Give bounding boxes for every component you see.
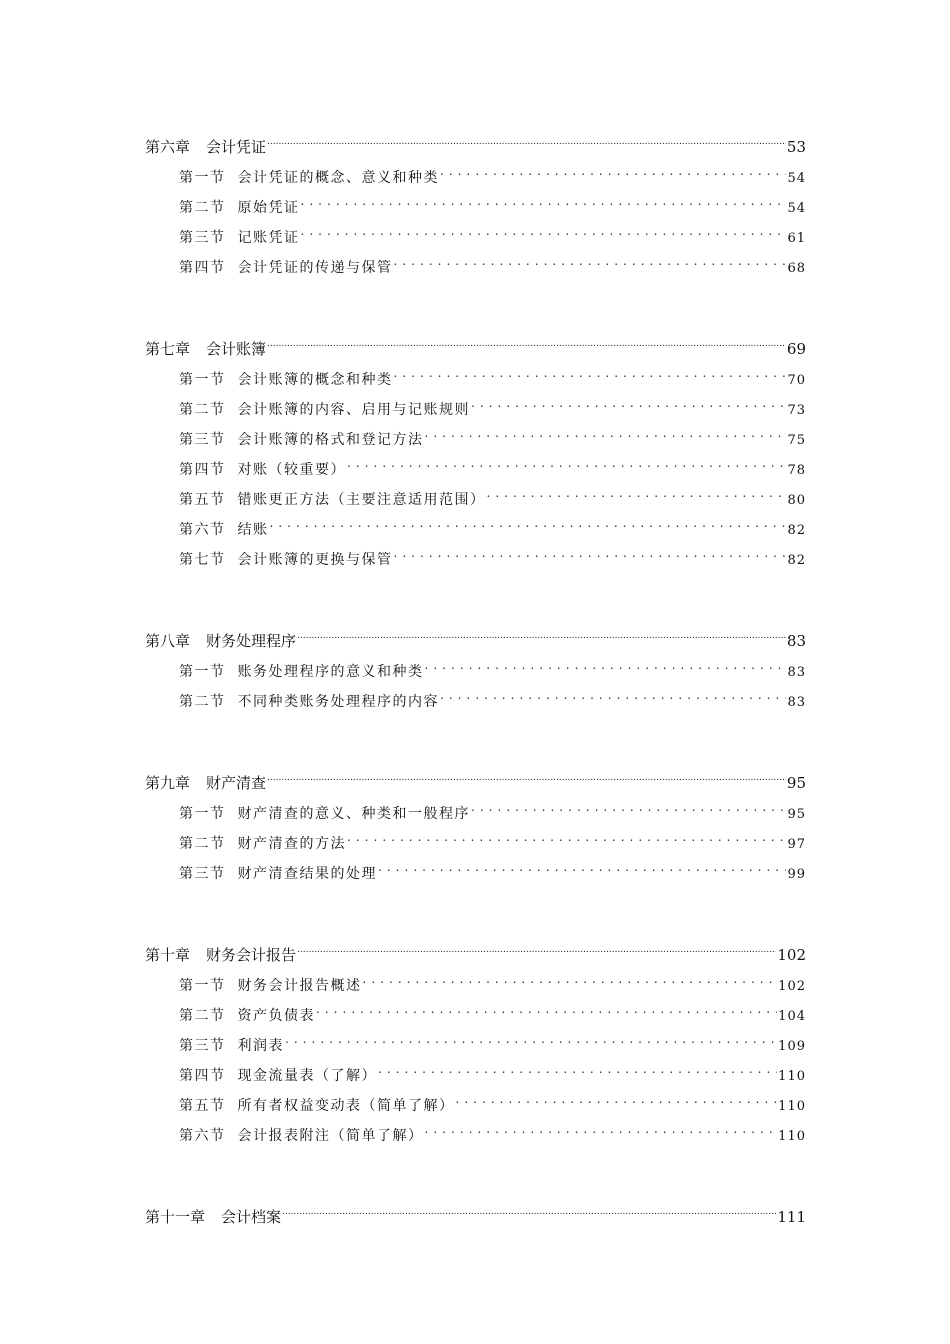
toc-section-entry-number: 第二节 bbox=[179, 694, 226, 710]
toc-section-entry-title: 会计账簿的概念和种类 bbox=[237, 372, 393, 388]
toc-chapter-entry-label bbox=[145, 1202, 281, 1232]
toc-section-entry-page-number: 110 bbox=[778, 1129, 806, 1144]
toc-section-entry-number: 第二节 bbox=[179, 836, 226, 852]
dot-leader bbox=[378, 1050, 777, 1080]
toc-section-entry-page-number: 73 bbox=[787, 403, 806, 418]
toc-chapter bbox=[145, 122, 806, 276]
toc-chapter-entry-number: 第六章 bbox=[145, 138, 191, 156]
toc-chapter bbox=[145, 758, 806, 882]
toc-section-entry-page-number: 75 bbox=[787, 433, 806, 448]
dot-leader bbox=[440, 152, 786, 182]
toc-chapter-entry-page-number: 69 bbox=[786, 340, 806, 358]
toc-section-entry-title: 所有者权益变动表（简单了解） bbox=[237, 1098, 455, 1114]
toc-section-entry-title: 财产清查结果的处理 bbox=[237, 866, 377, 882]
toc-chapter-entry-number: 第十章 bbox=[145, 946, 191, 964]
toc-section-entry-label bbox=[179, 829, 346, 859]
toc-chapter-entry[interactable] bbox=[145, 616, 806, 650]
dot-leader bbox=[456, 1080, 778, 1110]
toc-section-entry-page-number: 97 bbox=[787, 837, 806, 852]
toc-section-entry-title: 原始凭证 bbox=[237, 200, 300, 216]
toc-chapter-entry[interactable] bbox=[145, 122, 806, 156]
toc-chapter-entry-title: 会计凭证 bbox=[206, 138, 267, 156]
toc-section-entry-number: 第三节 bbox=[179, 866, 226, 882]
toc-section-entry-title: 记账凭证 bbox=[237, 230, 300, 246]
toc-section-entry-page-number: 102 bbox=[778, 979, 806, 994]
toc-section-entry-title: 对账（较重要） bbox=[237, 462, 346, 478]
toc-chapter-entry[interactable] bbox=[145, 930, 806, 964]
table-of-contents bbox=[145, 122, 806, 1274]
toc-section-entry-title: 会计账簿的格式和登记方法 bbox=[237, 432, 424, 448]
toc-chapter-entry[interactable] bbox=[145, 1192, 806, 1226]
toc-chapter-entry-page-number: 102 bbox=[777, 946, 806, 964]
toc-section-entry-number: 第三节 bbox=[179, 1038, 226, 1054]
dot-leader bbox=[267, 758, 786, 788]
toc-section-entry-label bbox=[179, 1061, 377, 1091]
dot-leader bbox=[301, 182, 787, 212]
toc-section-entry-label bbox=[179, 1091, 455, 1121]
toc-section-entry-page-number: 54 bbox=[787, 171, 806, 186]
toc-section-entry-number: 第四节 bbox=[179, 260, 226, 276]
dot-leader bbox=[301, 212, 787, 242]
dot-leader bbox=[282, 1192, 776, 1222]
toc-section-entry-label bbox=[179, 545, 393, 575]
toc-section-entry-title: 利润表 bbox=[237, 1038, 284, 1054]
toc-section-entry-number: 第四节 bbox=[179, 1068, 226, 1084]
toc-chapter-entry-number: 第九章 bbox=[145, 774, 191, 792]
toc-section-entry-title: 错账更正方法（主要注意适用范围） bbox=[237, 492, 486, 508]
dot-leader bbox=[394, 242, 787, 272]
toc-section-entry-number: 第二节 bbox=[179, 402, 226, 418]
toc-section-entry-title: 结账 bbox=[237, 522, 269, 538]
dot-leader bbox=[440, 676, 786, 706]
dot-leader bbox=[347, 444, 786, 474]
dot-leader bbox=[378, 848, 786, 878]
toc-chapter bbox=[145, 324, 806, 568]
toc-section-entry-page-number: 104 bbox=[778, 1009, 806, 1024]
dot-leader bbox=[270, 504, 787, 534]
toc-section-entry-page-number: 95 bbox=[787, 807, 806, 822]
toc-section-entry-label bbox=[179, 859, 377, 889]
toc-section-entry-number: 第一节 bbox=[179, 372, 226, 388]
toc-section-entry-title: 不同种类账务处理程序的内容 bbox=[237, 694, 439, 710]
toc-section-entry-page-number: 83 bbox=[787, 695, 806, 710]
toc-chapter-entry-page-number: 111 bbox=[777, 1208, 806, 1226]
toc-section-entry-number: 第一节 bbox=[179, 664, 226, 680]
toc-section-entry-number: 第一节 bbox=[179, 806, 226, 822]
dot-leader bbox=[347, 818, 786, 848]
toc-chapter-entry[interactable] bbox=[145, 758, 806, 792]
toc-chapter bbox=[145, 1192, 806, 1226]
toc-section-entry-title: 会计凭证的概念、意义和种类 bbox=[237, 170, 439, 186]
toc-chapter-entry-label bbox=[145, 768, 266, 798]
dot-leader bbox=[363, 960, 778, 990]
dot-leader bbox=[285, 1020, 777, 1050]
toc-section-entry-label bbox=[179, 657, 424, 687]
toc-section-entry-page-number: 80 bbox=[787, 493, 806, 508]
toc-section-entry-label bbox=[179, 1031, 284, 1061]
toc-section-entry-title: 财产清查的方法 bbox=[237, 836, 346, 852]
dot-leader bbox=[471, 788, 786, 818]
toc-section-entry-label bbox=[179, 365, 393, 395]
toc-section-entry-page-number: 54 bbox=[787, 201, 806, 216]
toc-section-entry-page-number: 110 bbox=[778, 1099, 806, 1114]
dot-leader bbox=[267, 324, 786, 354]
toc-chapter-entry-title: 财务会计报告 bbox=[206, 946, 297, 964]
toc-section-entry-page-number: 83 bbox=[787, 665, 806, 680]
dot-leader bbox=[297, 930, 776, 960]
toc-section-entry-title: 资产负债表 bbox=[237, 1008, 315, 1024]
toc-section-entry-number: 第三节 bbox=[179, 230, 226, 246]
toc-section-entry-page-number: 61 bbox=[787, 231, 806, 246]
toc-chapter bbox=[145, 616, 806, 710]
toc-section-entry-page-number: 70 bbox=[787, 373, 806, 388]
toc-section-entry-page-number: 68 bbox=[787, 261, 806, 276]
toc-section-entry-page-number: 109 bbox=[778, 1039, 806, 1054]
toc-section-entry-title: 财务会计报告概述 bbox=[237, 978, 362, 994]
toc-section-entry-number: 第七节 bbox=[179, 552, 226, 568]
toc-section-entry-number: 第二节 bbox=[179, 1008, 226, 1024]
toc-chapter-entry-title: 会计档案 bbox=[221, 1208, 282, 1226]
toc-chapter-entry-label bbox=[145, 626, 296, 656]
toc-chapter-entry-label bbox=[145, 132, 266, 162]
dot-leader bbox=[487, 474, 787, 504]
dot-leader bbox=[394, 354, 787, 384]
toc-section-entry-title: 会计账簿的内容、启用与记账规则 bbox=[237, 402, 470, 418]
dot-leader bbox=[394, 534, 787, 564]
toc-chapter-entry-title: 财产清查 bbox=[206, 774, 267, 792]
toc-chapter-entry-title: 财务处理程序 bbox=[206, 632, 297, 650]
toc-section-entry-label bbox=[179, 223, 300, 253]
toc-chapter-entry[interactable] bbox=[145, 324, 806, 358]
toc-section-entry-title: 会计凭证的传递与保管 bbox=[237, 260, 393, 276]
toc-section-entry-number: 第一节 bbox=[179, 170, 226, 186]
dot-leader bbox=[471, 384, 786, 414]
dot-leader bbox=[316, 990, 777, 1020]
toc-section-entry-number: 第五节 bbox=[179, 492, 226, 508]
toc-section-entry-label bbox=[179, 455, 346, 485]
dot-leader bbox=[425, 646, 787, 676]
toc-chapter-entry-title: 会计账簿 bbox=[206, 340, 267, 358]
toc-section-entry-label bbox=[179, 253, 393, 283]
toc-section-entry-page-number: 82 bbox=[787, 553, 806, 568]
toc-section-entry-page-number: 82 bbox=[787, 523, 806, 538]
toc-section-entry-title: 会计账簿的更换与保管 bbox=[237, 552, 393, 568]
toc-chapter-entry-page-number: 83 bbox=[786, 632, 806, 650]
toc-section-entry-title: 账务处理程序的意义和种类 bbox=[237, 664, 424, 680]
toc-chapter-entry-number: 第七章 bbox=[145, 340, 191, 358]
toc-chapter-entry-number: 第十一章 bbox=[145, 1208, 206, 1226]
dot-leader bbox=[267, 122, 786, 152]
toc-section-entry-title: 财产清查的意义、种类和一般程序 bbox=[237, 806, 470, 822]
toc-chapter bbox=[145, 930, 806, 1144]
dot-leader bbox=[297, 616, 786, 646]
toc-section-entry-page-number: 78 bbox=[787, 463, 806, 478]
dot-leader bbox=[425, 1110, 778, 1140]
toc-section-entry-label bbox=[179, 193, 300, 223]
toc-section-entry-number: 第四节 bbox=[179, 462, 226, 478]
toc-section-entry-number: 第一节 bbox=[179, 978, 226, 994]
toc-chapter-entry-number: 第八章 bbox=[145, 632, 191, 650]
toc-section-entry-label bbox=[179, 515, 269, 545]
toc-section-entry-page-number: 110 bbox=[778, 1069, 806, 1084]
toc-section-entry-label bbox=[179, 687, 439, 717]
dot-leader bbox=[425, 414, 787, 444]
toc-section-entry-label bbox=[179, 1121, 424, 1151]
toc-section-entry-number: 第六节 bbox=[179, 522, 226, 538]
toc-section-entry-number: 第二节 bbox=[179, 200, 226, 216]
toc-chapter-entry-page-number: 95 bbox=[786, 774, 806, 792]
toc-chapter-entry-label bbox=[145, 334, 266, 364]
toc-section-entry-number: 第五节 bbox=[179, 1098, 226, 1114]
toc-section-entry-number: 第六节 bbox=[179, 1128, 226, 1144]
toc-section-entry-title: 现金流量表（了解） bbox=[237, 1068, 377, 1084]
toc-section-entry-page-number: 99 bbox=[787, 867, 806, 882]
toc-section-entry-title: 会计报表附注（简单了解） bbox=[237, 1128, 424, 1144]
toc-chapter-entry-label bbox=[145, 940, 296, 970]
toc-chapter-entry-page-number: 53 bbox=[786, 138, 806, 156]
toc-section-entry-number: 第三节 bbox=[179, 432, 226, 448]
